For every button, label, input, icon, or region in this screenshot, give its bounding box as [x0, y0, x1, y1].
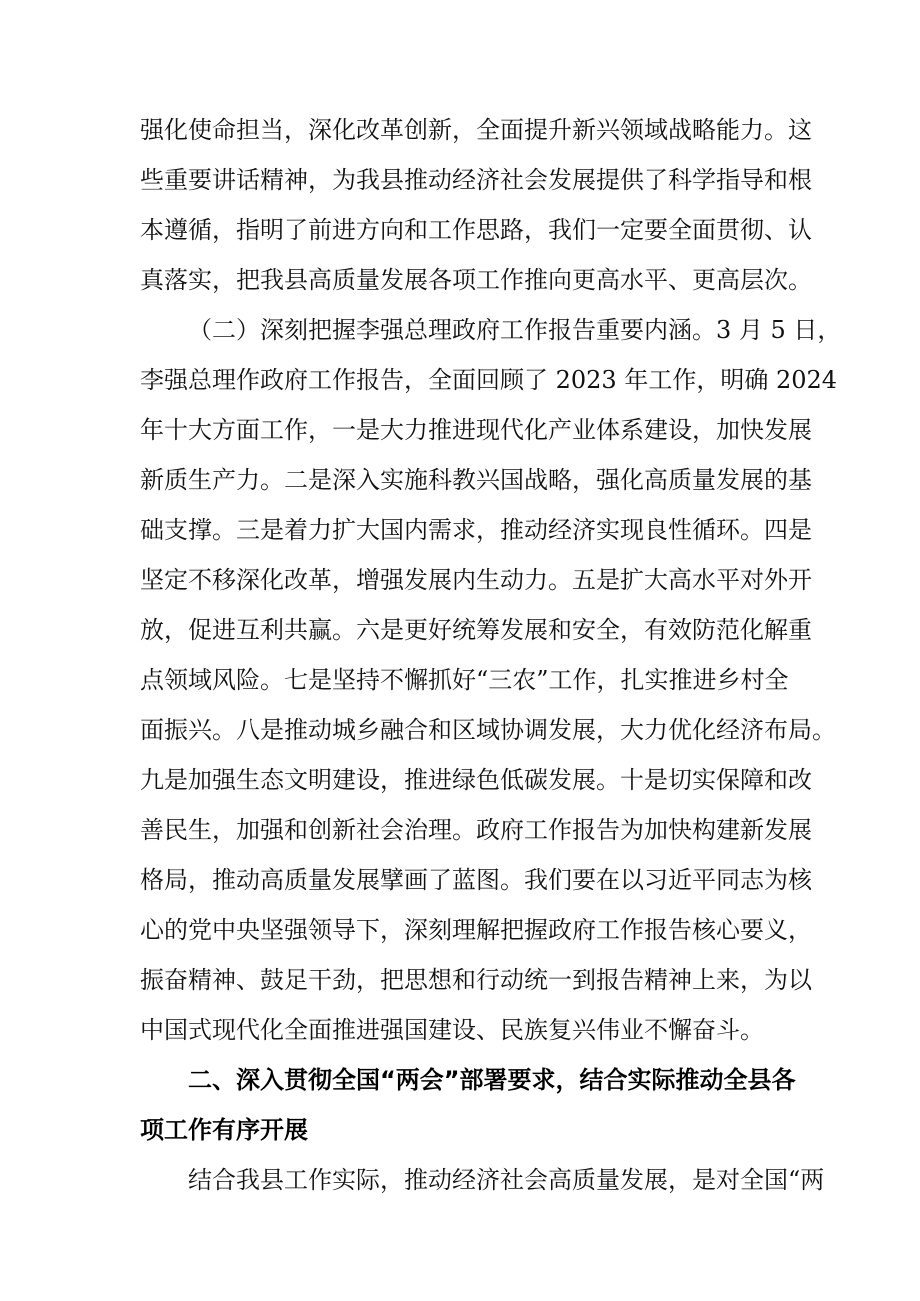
subsection-heading-line: （二）深刻把握李强总理政府工作报告重要内涵。3 月 5 日， — [188, 316, 842, 344]
body-line: 点领域风险。七是坚持不懈抓好“三农”工作，扎实推进乡村全 — [140, 666, 789, 694]
body-line: 强化使命担当，深化改革创新，全面提升新兴领域战略能力。这 — [140, 116, 812, 144]
body-line: 放，促进互利共赢。六是更好统筹发展和安全，有效防范化解重 — [140, 616, 812, 644]
section-heading: 二、深入贯彻全国“两会”部署要求，结合实际推动全县各 — [188, 1066, 796, 1094]
body-line: 本遵循，指明了前进方向和工作思路，我们一定要全面贯彻、认 — [140, 216, 812, 244]
body-line: 李强总理作政府工作报告，全面回顾了 2023 年工作，明确 2024 — [140, 366, 838, 394]
body-line: 些重要讲话精神，为我县推动经济社会发展提供了科学指导和根 — [140, 166, 812, 194]
body-line: 结合我县工作实际，推动经济社会高质量发展，是对全国“两 — [188, 1166, 825, 1194]
body-line: 九是加强生态文明建设，推进绿色低碳发展。十是切实保障和改 — [140, 766, 812, 794]
body-line: 中国式现代化全面推进强国建设、民族复兴伟业不懈奋斗。 — [140, 1016, 764, 1044]
body-line: 坚定不移深化改革，增强发展内生动力。五是扩大高水平对外开 — [140, 566, 812, 594]
body-line: 善民生，加强和创新社会治理。政府工作报告为加快构建新发展 — [140, 816, 812, 844]
body-line: 年十大方面工作，一是大力推进现代化产业体系建设，加快发展 — [140, 416, 812, 444]
body-line: 面振兴。八是推动城乡融合和区域协调发展，大力优化经济布局。 — [140, 716, 836, 744]
body-line: 格局，推动高质量发展擘画了蓝图。我们要在以习近平同志为核 — [140, 866, 812, 894]
body-line: 振奋精神、鼓足干劲，把思想和行动统一到报告精神上来，为以 — [140, 966, 812, 994]
body-line: 真落实，把我县高质量发展各项工作推向更高水平、更高层次。 — [140, 266, 812, 294]
body-line: 心的党中央坚强领导下，深刻理解把握政府工作报告核心要义， — [140, 916, 812, 944]
body-line: 新质生产力。二是深入实施科教兴国战略，强化高质量发展的基 — [140, 466, 812, 494]
section-heading: 项工作有序开展 — [140, 1116, 308, 1144]
body-line: 础支撑。三是着力扩大国内需求，推动经济实现良性循环。四是 — [140, 516, 812, 544]
